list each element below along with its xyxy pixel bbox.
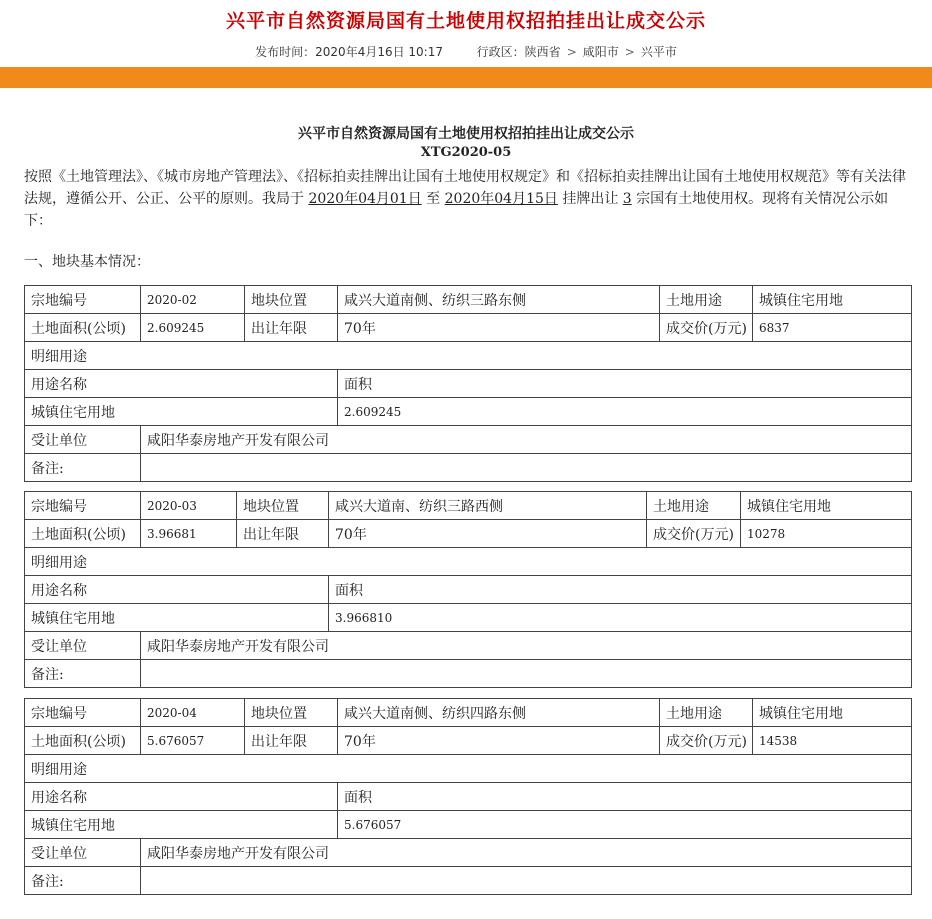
date-start: 2020年04月01日 bbox=[308, 191, 422, 207]
table-row bbox=[25, 286, 912, 314]
publish-label: 发布时间： bbox=[255, 45, 316, 59]
parcel-location: 咸兴大道南侧、纺织三路东侧 bbox=[338, 286, 660, 314]
label-parcel-no: 宗地编号 bbox=[25, 699, 141, 727]
parcel-land-use: 城镇住宅用地 bbox=[741, 492, 912, 520]
remark bbox=[141, 454, 912, 482]
table-row bbox=[25, 314, 912, 342]
table-row bbox=[25, 492, 912, 520]
label-location: 地块位置 bbox=[245, 699, 338, 727]
label-term: 出让年限 bbox=[245, 314, 338, 342]
table-row bbox=[25, 699, 912, 727]
table-row bbox=[25, 632, 912, 660]
parcel-price: 6837 bbox=[753, 314, 912, 342]
page-title: 兴平市自然资源局国有土地使用权招拍挂出让成交公示 bbox=[225, 10, 706, 32]
parcel-table bbox=[24, 491, 912, 688]
label-area-col: 面积 bbox=[329, 576, 912, 604]
parcel-price: 10278 bbox=[741, 520, 912, 548]
table-row bbox=[25, 867, 912, 895]
label-land-use: 土地用途 bbox=[660, 699, 753, 727]
label-parcel-no: 宗地编号 bbox=[25, 492, 141, 520]
publish-time: 2020年4月16日 10:17 bbox=[315, 45, 443, 59]
label-location: 地块位置 bbox=[237, 492, 329, 520]
grantee: 咸阳华泰房地产开发有限公司 bbox=[141, 426, 912, 454]
table-row bbox=[25, 755, 912, 783]
parcel-no: 2020-03 bbox=[141, 492, 237, 520]
label-remark: 备注: bbox=[25, 454, 141, 482]
intro-text: 宗国有土地使用权。现将有关情况公示如下： bbox=[24, 191, 889, 229]
label-land-use: 土地用途 bbox=[647, 492, 741, 520]
parcel-land-use: 城镇住宅用地 bbox=[753, 286, 912, 314]
breadcrumb-county[interactable]: 兴平市 bbox=[640, 45, 677, 59]
table-row bbox=[25, 520, 912, 548]
parcel-term: 70年 bbox=[329, 520, 647, 548]
intro-text: 至 bbox=[421, 191, 445, 207]
label-area-col: 面积 bbox=[338, 783, 912, 811]
label-detail-use: 明细用途 bbox=[25, 548, 912, 576]
intro-paragraph bbox=[24, 166, 912, 232]
label-grantee: 受让单位 bbox=[25, 632, 141, 660]
label-price: 成交价(万元) bbox=[660, 314, 753, 342]
label-parcel-no: 宗地编号 bbox=[25, 286, 141, 314]
label-area-col: 面积 bbox=[338, 370, 912, 398]
grantee: 咸阳华泰房地产开发有限公司 bbox=[141, 632, 912, 660]
label-remark: 备注: bbox=[25, 867, 141, 895]
parcel-area: 2.609245 bbox=[141, 314, 245, 342]
date-end: 2020年04月15日 bbox=[444, 191, 558, 207]
detail-use-name: 城镇住宅用地 bbox=[25, 604, 329, 632]
label-term: 出让年限 bbox=[245, 727, 338, 755]
parcel-price: 14538 bbox=[753, 727, 912, 755]
remark bbox=[141, 660, 912, 688]
label-term: 出让年限 bbox=[237, 520, 329, 548]
parcel-count: 3 bbox=[622, 191, 632, 207]
label-price: 成交价(万元) bbox=[647, 520, 741, 548]
parcel-location: 咸兴大道南、纺织三路西侧 bbox=[329, 492, 647, 520]
article-title: 兴平市自然资源局国有土地使用权招拍挂出让成交公示 bbox=[298, 126, 634, 142]
label-area: 土地面积(公顷) bbox=[25, 314, 141, 342]
label-remark: 备注: bbox=[25, 660, 141, 688]
table-row bbox=[25, 576, 912, 604]
parcel-land-use: 城镇住宅用地 bbox=[753, 699, 912, 727]
remark bbox=[141, 867, 912, 895]
section-heading: 一、地块基本情况： bbox=[24, 254, 150, 270]
parcel-location: 咸兴大道南侧、纺织四路东侧 bbox=[338, 699, 660, 727]
grantee: 咸阳华泰房地产开发有限公司 bbox=[141, 839, 912, 867]
label-area: 土地面积(公顷) bbox=[25, 727, 141, 755]
table-row bbox=[25, 839, 912, 867]
region-label: 行政区： bbox=[476, 45, 525, 59]
parcel-area: 5.676057 bbox=[141, 727, 245, 755]
label-land-use: 土地用途 bbox=[660, 286, 753, 314]
label-grantee: 受让单位 bbox=[25, 426, 141, 454]
detail-use-name: 城镇住宅用地 bbox=[25, 398, 338, 426]
chevron-right-icon: > bbox=[624, 45, 635, 59]
table-row bbox=[25, 398, 912, 426]
breadcrumb-city[interactable]: 咸阳市 bbox=[582, 45, 619, 59]
table-row bbox=[25, 370, 912, 398]
intro-text: 按照《土地管理法》、《城市房地产管理法》、《招标拍卖挂牌出让国有土地使用权规定》和《招标拍卖挂牌出让国有土地使用权规范》等有关法律法规，遵循公开、公正、公平的原则。我局于 bbox=[24, 169, 906, 207]
label-price: 成交价(万元) bbox=[660, 727, 753, 755]
article-code: XTG2020-05 bbox=[420, 145, 512, 160]
table-row bbox=[25, 783, 912, 811]
label-use-name: 用途名称 bbox=[25, 370, 338, 398]
orange-divider-bar bbox=[0, 67, 932, 88]
parcel-no: 2020-04 bbox=[141, 699, 245, 727]
intro-text: 挂牌出让 bbox=[557, 191, 623, 207]
parcel-area: 3.96681 bbox=[141, 520, 237, 548]
label-detail-use: 明细用途 bbox=[25, 755, 912, 783]
publish-meta bbox=[0, 43, 932, 60]
table-row bbox=[25, 660, 912, 688]
detail-area: 5.676057 bbox=[338, 811, 912, 839]
table-row bbox=[25, 454, 912, 482]
label-area: 土地面积(公顷) bbox=[25, 520, 141, 548]
breadcrumb-province[interactable]: 陕西省 bbox=[524, 45, 561, 59]
parcel-term: 70年 bbox=[338, 314, 660, 342]
table-row bbox=[25, 426, 912, 454]
table-row bbox=[25, 727, 912, 755]
label-use-name: 用途名称 bbox=[25, 783, 338, 811]
label-grantee: 受让单位 bbox=[25, 839, 141, 867]
label-detail-use: 明细用途 bbox=[25, 342, 912, 370]
chevron-right-icon: > bbox=[566, 45, 577, 59]
parcel-term: 70年 bbox=[338, 727, 660, 755]
parcel-no: 2020-02 bbox=[141, 286, 245, 314]
detail-use-name: 城镇住宅用地 bbox=[25, 811, 338, 839]
parcel-table bbox=[24, 285, 912, 482]
detail-area: 2.609245 bbox=[338, 398, 912, 426]
label-use-name: 用途名称 bbox=[25, 576, 329, 604]
table-row bbox=[25, 548, 912, 576]
table-row bbox=[25, 811, 912, 839]
table-row bbox=[25, 604, 912, 632]
table-row bbox=[25, 342, 912, 370]
parcel-table bbox=[24, 698, 912, 895]
label-location: 地块位置 bbox=[245, 286, 338, 314]
detail-area: 3.966810 bbox=[329, 604, 912, 632]
